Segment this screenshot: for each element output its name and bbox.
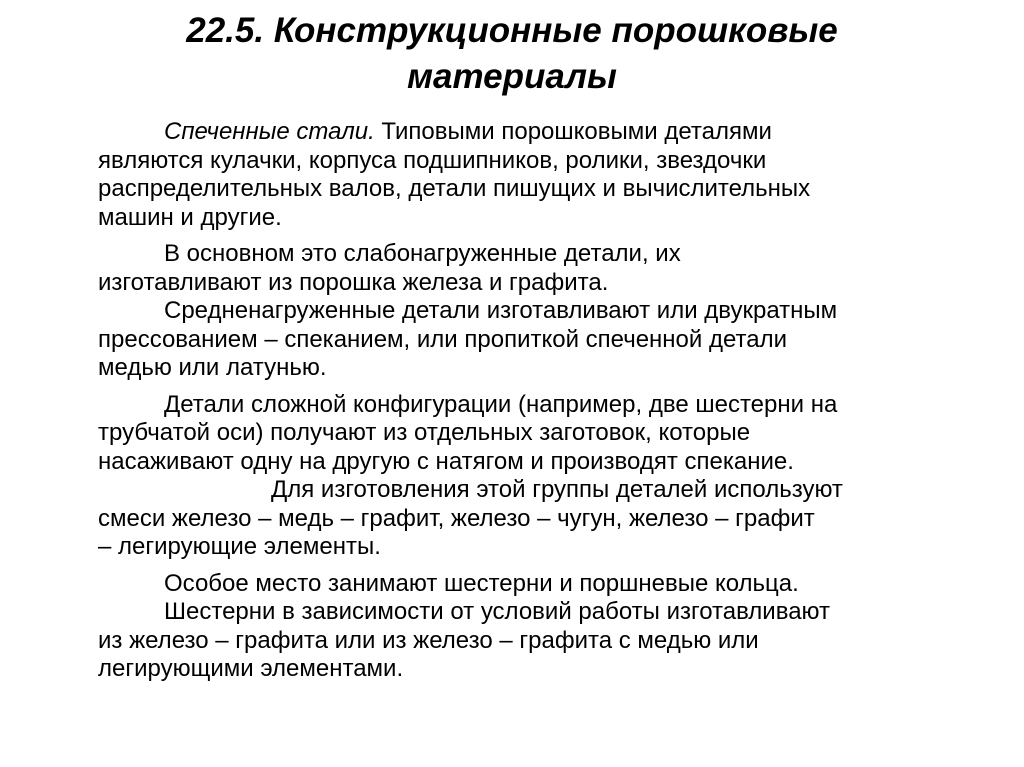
paragraph-line: – легирующие элементы. — [98, 533, 381, 560]
paragraph-lead: Спеченные стали. — [164, 118, 375, 145]
paragraph-line: машин и другие. — [98, 203, 282, 231]
paragraph-text: Типовыми порошковыми деталями — [374, 118, 772, 145]
paragraph-line: прессованием – спеканием, или пропиткой спеченной детали — [98, 325, 788, 353]
paragraph-sintered-steels — [98, 118, 978, 232]
paragraph-mixtures — [98, 476, 978, 562]
paragraph-line: В основном это слабонагруженные детали, их — [164, 240, 681, 267]
paragraph-line: Шестерни в зависимости от условий работы изготавливают — [164, 598, 830, 625]
paragraph-line: изготавливают из порошка железа и графита. — [98, 268, 609, 296]
paragraph-line: трубчатой оси) получают из отдельных заготовок, которые — [98, 419, 751, 446]
paragraph-line: смеси железо – медь – графит, железо – чугун, железо – графит — [98, 504, 815, 532]
paragraph-line: Средненагруженные детали изготавливают или двукратным — [164, 297, 838, 324]
paragraph-complex-parts — [98, 391, 978, 477]
paragraph-line: распределительных валов, детали пишущих и вычислительных — [98, 175, 811, 202]
paragraph-medium-load — [98, 297, 978, 383]
paragraph-special-place — [98, 570, 978, 599]
title-line-1: 22.5. Конструкционные порошковые — [186, 11, 838, 50]
paragraph-line: медью или латунью. — [98, 354, 327, 381]
paragraph-line: легирующими элементами. — [98, 655, 404, 682]
slide-body — [98, 118, 978, 684]
slide-title — [0, 8, 1024, 100]
paragraph-line: Детали сложной конфигурации (например, две шестерни на — [164, 390, 838, 418]
paragraph-line: являются кулачки, корпуса подшипников, ролики, звездочки — [98, 146, 767, 174]
paragraph-line: из железо – графита или из железо – графита с медью или — [98, 626, 759, 654]
paragraph-gears — [98, 598, 978, 684]
title-line-2: материалы — [407, 57, 617, 96]
paragraph-line: Особое место занимают шестерни и поршневые кольца. — [164, 569, 799, 597]
paragraph-low-load — [98, 240, 978, 297]
paragraph-line — [98, 118, 978, 147]
paragraph-line: Для изготовления этой группы деталей используют — [271, 476, 843, 503]
paragraph-line: насаживают одну на другую с натягом и производят спекание. — [98, 447, 794, 475]
